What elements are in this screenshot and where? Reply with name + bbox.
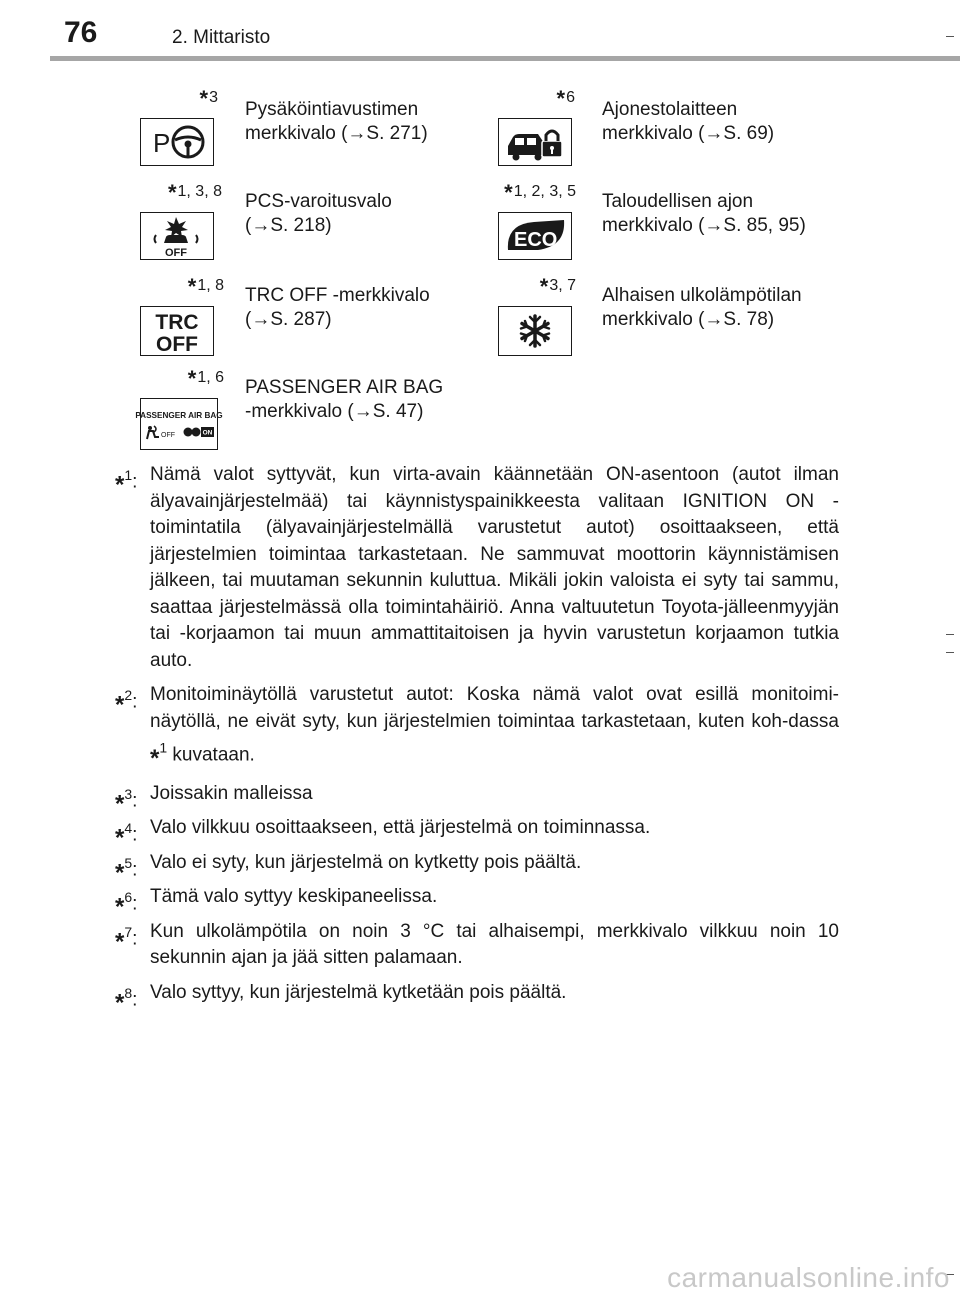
footnote-text: Joissakin malleissa bbox=[150, 782, 313, 804]
note-ref: *1, 2, 3, 5 bbox=[504, 180, 576, 205]
footnote: *$^8$: Valo syttyy, kun järjestelmä kytketään pois päältä. bbox=[115, 981, 567, 1017]
footnote: *$^1$: Nämä valot syttyvät, kun virta-avain käännetään ON-asentoon (autot ilman älyavainjärjestelmää) tai käynnistyspainikkeesta valitaan IGNITION ON -toimintatila (älyavainjärjestelmällä varustetut autot) osoittaakseen, että järjestelmien toimintaa tarkastetaan. Ne sammuvat moottorin käynnistämisen jälkeen, tai muutaman sekunnin kuluttua. Mikäli jokin valoista ei syty tai sammu, saattaa järjestelmässä olla toimintahäiriö. Anna valtuutetun Toyota-jälleenmyyjän tai -korjaamon tai muun ammattitaitoisen ja hyvin varustetun korjaamon tutkia auto. bbox=[115, 464, 839, 671]
indicator-text: Alhaisen ulkolämpötilan merkkivalo (→S. 78) bbox=[602, 285, 802, 330]
footnote-text: Tämä valo syttyy keskipaneelissa. bbox=[150, 886, 438, 908]
pcs-off-icon bbox=[140, 212, 214, 260]
trc-off-icon bbox=[140, 306, 214, 356]
footnote: *$^4$: Valo vilkkuu osoittaakseen, että järjestelmä on toiminnassa. bbox=[115, 817, 651, 852]
trc-label: TRC bbox=[155, 311, 199, 334]
trc-off-label: OFF bbox=[156, 333, 198, 356]
page-number: 76 bbox=[64, 16, 98, 49]
note-ref: *3 bbox=[199, 86, 218, 111]
watermark: carmanualsonline.info bbox=[667, 1262, 950, 1293]
note-ref: *3, 7 bbox=[539, 274, 576, 299]
header-rule bbox=[50, 56, 960, 61]
airbag-on-label: ON bbox=[202, 429, 213, 437]
footnote-text-tail: kuvataan. bbox=[167, 744, 255, 766]
svg-text:P: P bbox=[153, 128, 171, 158]
footnote-text: Valo syttyy, kun järjestelmä kytketään pois päältä. bbox=[150, 981, 567, 1003]
footnote: *$^7$: Kun ulkolämpötila on noin 3 °C tai alhaisempi, merkkivalo vilkkuu noin 10 sekunnin ajan ja jää sitten palamaan. bbox=[115, 920, 839, 969]
parking-assist-icon bbox=[140, 118, 214, 166]
footnote-text: Kun ulkolämpötila on noin 3 °C tai alhaisempi, merkkivalo vilkkuu noin 10 sekunnin ajan ja jää sitten palamaan. bbox=[150, 920, 839, 969]
footnote-text: Valo ei syty, kun järjestelmä on kytketty pois päältä. bbox=[150, 851, 582, 873]
snowflake-icon bbox=[498, 306, 572, 356]
footnote: *$^5$: Valo ei syty, kun järjestelmä on kytketty pois päältä. bbox=[115, 851, 582, 887]
crop-mark bbox=[946, 36, 954, 37]
footnote-text: Valo vilkkuu osoittaakseen, että järjestelmä on toiminnassa. bbox=[150, 817, 651, 839]
pcs-off-label: OFF bbox=[165, 247, 187, 259]
note-ref: *1, 8 bbox=[187, 274, 224, 299]
immobilizer-icon bbox=[498, 118, 572, 166]
note-ref: *6 bbox=[556, 86, 575, 111]
footnote: *$^6$: Tämä valo syttyy keskipaneelissa. bbox=[115, 886, 438, 921]
footnotes bbox=[115, 462, 839, 1017]
indicator-text: Taloudellisen ajon merkkivalo (→S. 85, 95) bbox=[602, 191, 806, 236]
indicator-text: TRC OFF -merkkivalo (→S. 287) bbox=[245, 285, 430, 330]
indicator-text: Ajonestolaitteen merkkivalo (→S. 69) bbox=[602, 99, 775, 144]
footnote: *$^2$: Monitoiminäytöllä varustetut autot: Koska nämä valot ovat esillä monitoimi-näytöllä, ne eivät syty, kun järjestelmien toimintaa tarkastetaan, kuten koh-dassa *$^1$ kuvataan. bbox=[115, 684, 839, 773]
eco-icon bbox=[498, 212, 572, 260]
crop-mark bbox=[946, 634, 954, 635]
section-title: 2. Mittaristo bbox=[172, 27, 271, 48]
indicator-text: PCS-varoitusvalo (→S. 218) bbox=[245, 191, 392, 236]
crop-mark bbox=[946, 652, 954, 653]
footnote-text: Nämä valot syttyvät, kun virta-avain käännetään ON-asentoon (autot ilman älyavainjärjestelmää) tai käynnistyspainikkeesta valitaan IGNITION ON -toimintatila (älyavainjärjestelmällä varustetut autot) osoittaakseen, että järjestelmien toimintaa tarkastetaan. Ne sammuvat moottorin käynnistämisen jälkeen, tai muutaman sekunnin kuluttua. Mikäli jokin valoista ei syty tai sammu, saattaa järjestelmässä olla toimintahäiriö. Anna valtuutetun Toyota-jälleenmyyjän tai -korjaamon tai muun ammattitaitoisen ja hyvin varustetun korjaamon tutkia auto. bbox=[150, 464, 839, 671]
footnote-ref: *$^1$ bbox=[150, 740, 168, 773]
eco-label: ECO bbox=[514, 229, 558, 251]
airbag-off-label: OFF bbox=[161, 432, 175, 439]
indicator-text: Pysäköintiavustimen merkkivalo (→S. 271) bbox=[245, 99, 428, 144]
passenger-airbag-label: PASSENGER AIR BAG bbox=[135, 411, 223, 420]
footnote: *$^3$: Joissakin malleissa bbox=[115, 782, 313, 818]
footnote-text: Monitoiminäytöllä varustetut autot: Koska nämä valot ovat esillä monitoimi-näytöllä, ne eivät syty, kun järjestelmien toimintaa tarkastetaan, kuten koh-dassa bbox=[150, 684, 839, 732]
note-ref: *1, 6 bbox=[187, 366, 224, 391]
note-ref: *1, 3, 8 bbox=[167, 180, 222, 205]
indicator-text: PASSENGER AIR BAG -merkkivalo (→S. 47) bbox=[245, 377, 444, 422]
passenger-airbag-icon bbox=[135, 398, 223, 450]
